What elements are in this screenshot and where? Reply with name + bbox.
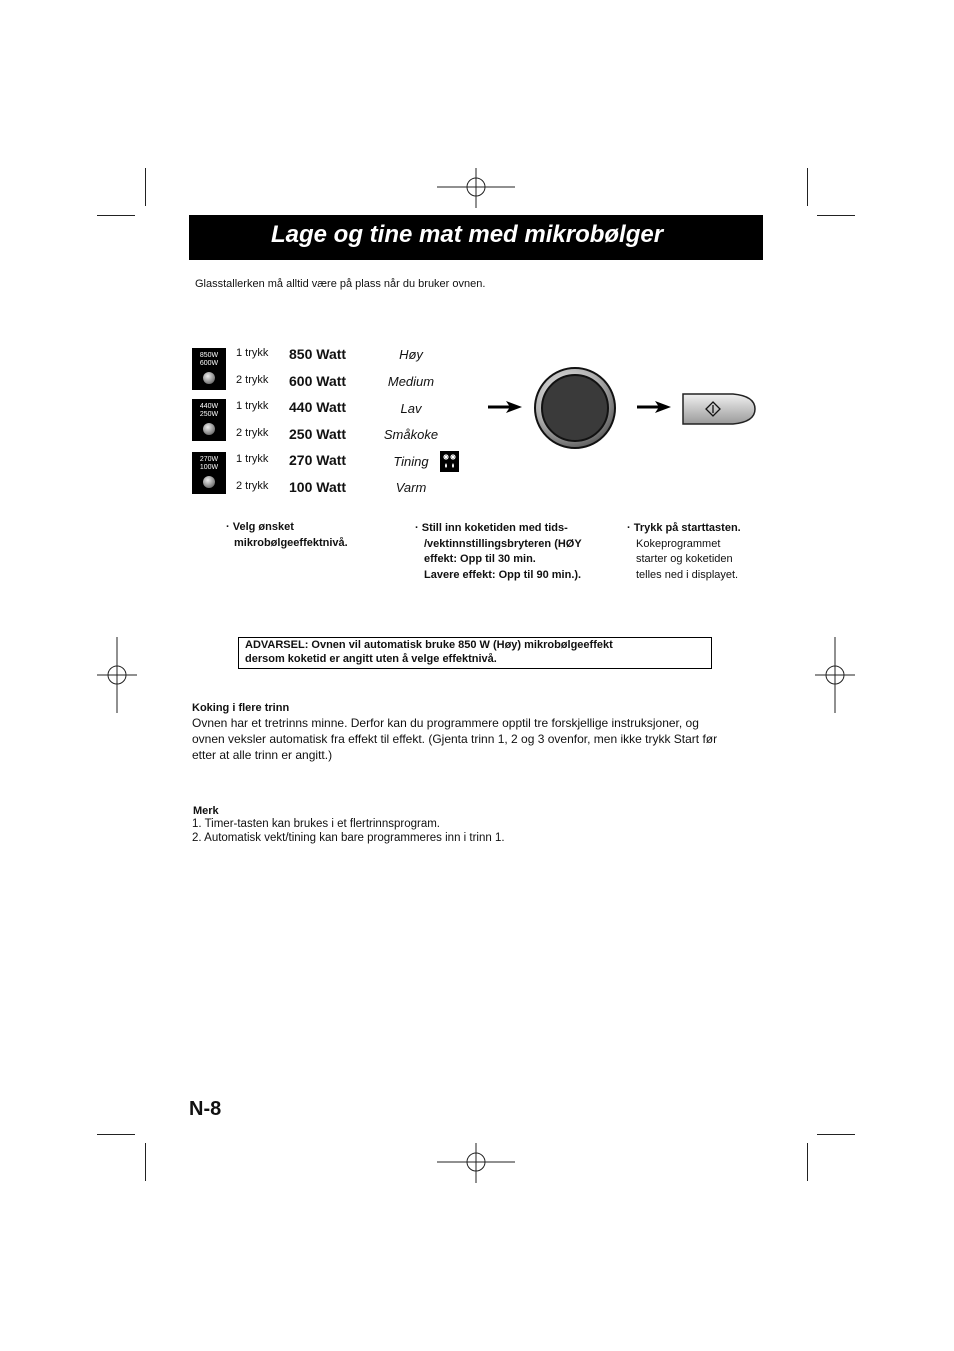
note-list	[192, 817, 505, 845]
registration-mark-icon	[97, 637, 137, 713]
press-count: 2 trykk	[236, 480, 269, 492]
note-heading: Merk	[193, 805, 219, 817]
crop-mark	[817, 215, 855, 216]
paragraph-line: ovnen veksler automatisk fra effekt til effekt. (Gjenta trinn 1, 2 og 3 ovenfor, men ikke trykk Start før	[192, 732, 718, 746]
step-text: Still inn koketiden med tids-	[421, 522, 568, 534]
watt-value: 600 Watt	[289, 373, 347, 389]
warning-box	[238, 637, 712, 669]
press-count: 1 trykk	[236, 400, 269, 412]
paragraph-line: etter at alle trinn er angitt.)	[192, 748, 333, 762]
button-label: 100W	[199, 464, 219, 471]
step-1-instruction: · Velg ønsket mikrobølgeeffektnivå.	[226, 521, 348, 549]
step-text: /vektinnstillingsbryteren (HØY	[424, 537, 582, 550]
step-2-instruction: · Still inn koketiden med tids- /vektinnstillingsbryteren (HØY effekt: Opp til 30 min. Lavere effekt: Opp til 90 min.).	[415, 522, 582, 581]
watt-value: 100 Watt	[289, 479, 347, 495]
crop-mark	[807, 168, 808, 206]
knob-icon	[203, 476, 215, 488]
step-text: Kokeprogrammet	[636, 537, 721, 550]
crop-mark	[145, 1143, 146, 1181]
power-level: Medium	[387, 374, 435, 389]
power-level: Lav	[400, 401, 422, 416]
button-label: 600W	[199, 360, 219, 367]
step-text: mikrobølgeeffektnivå.	[234, 536, 348, 549]
power-level: Tining	[393, 454, 429, 469]
right-arrow-icon	[488, 399, 522, 415]
step-3-instruction: · Trykk på starttasten. Kokeprogrammet starter og koketiden telles ned i displayet.	[627, 522, 741, 581]
title-bar	[189, 215, 763, 260]
step-text: telles ned i displayet.	[636, 568, 739, 581]
warning-text: dersom koketid er angitt uten å velge effektnivå.	[245, 653, 497, 665]
power-level: Småkoke	[383, 427, 439, 442]
watt-value: 250 Watt	[289, 426, 347, 442]
crop-mark	[145, 168, 146, 206]
note-item: 2. Automatisk vekt/tining kan bare programmeres inn i trinn 1.	[192, 832, 505, 844]
multistage-heading: Koking i flere trinn	[192, 702, 290, 714]
start-button-icon[interactable]	[681, 391, 757, 427]
snowflake-drops-icon	[440, 451, 459, 472]
registration-mark-icon	[437, 168, 515, 208]
press-count: 1 trykk	[236, 347, 269, 359]
knob-icon	[203, 372, 215, 384]
dial-knob-icon[interactable]	[533, 366, 617, 450]
registration-mark-icon	[437, 1143, 515, 1183]
step-text: starter og koketiden	[636, 553, 733, 565]
intro-text: Glasstallerken må alltid være på plass når du bruker ovnen.	[195, 278, 486, 290]
crop-mark	[817, 1134, 855, 1135]
power-button-850-600[interactable]	[192, 348, 226, 390]
button-label: 250W	[199, 411, 219, 418]
press-count: 2 trykk	[236, 374, 269, 386]
multistage-paragraph	[192, 715, 717, 763]
registration-mark-icon	[815, 637, 855, 713]
watt-value: 440 Watt	[289, 399, 347, 415]
power-level: Varm	[395, 480, 427, 495]
press-count: 2 trykk	[236, 427, 269, 439]
watt-value: 270 Watt	[289, 452, 347, 468]
step-text: Velg ønsket	[232, 521, 294, 533]
watt-value: 850 Watt	[289, 346, 347, 362]
step-text: Trykk på starttasten.	[633, 522, 741, 534]
paragraph-line: Ovnen har et tretrinns minne. Derfor kan du programmere opptil tre forskjellige instruksjoner, og	[192, 716, 699, 730]
crop-mark	[97, 1134, 135, 1135]
page-title: Lage og tine mat med mikrobølger	[271, 221, 664, 248]
right-arrow-icon	[637, 399, 671, 415]
step-text: effekt: Opp til 30 min.	[424, 553, 536, 565]
press-count: 1 trykk	[236, 453, 269, 465]
power-button-440-250[interactable]	[192, 399, 226, 441]
step-text: Lavere effekt: Opp til 90 min.).	[424, 568, 582, 581]
crop-mark	[807, 1143, 808, 1181]
page-number: N-8	[189, 1098, 222, 1120]
power-button-270-100[interactable]	[192, 452, 226, 494]
button-label: 440W	[199, 403, 219, 410]
knob-icon	[203, 423, 215, 435]
note-item: 1. Timer-tasten kan brukes i et flertrinnsprogram.	[192, 818, 440, 830]
power-level: Høy	[399, 347, 423, 362]
warning-text: ADVARSEL: Ovnen vil automatisk bruke 850 W (Høy) mikrobølgeeffekt	[245, 639, 613, 651]
button-label: 270W	[199, 456, 219, 463]
crop-mark	[97, 215, 135, 216]
button-label: 850W	[199, 352, 219, 359]
